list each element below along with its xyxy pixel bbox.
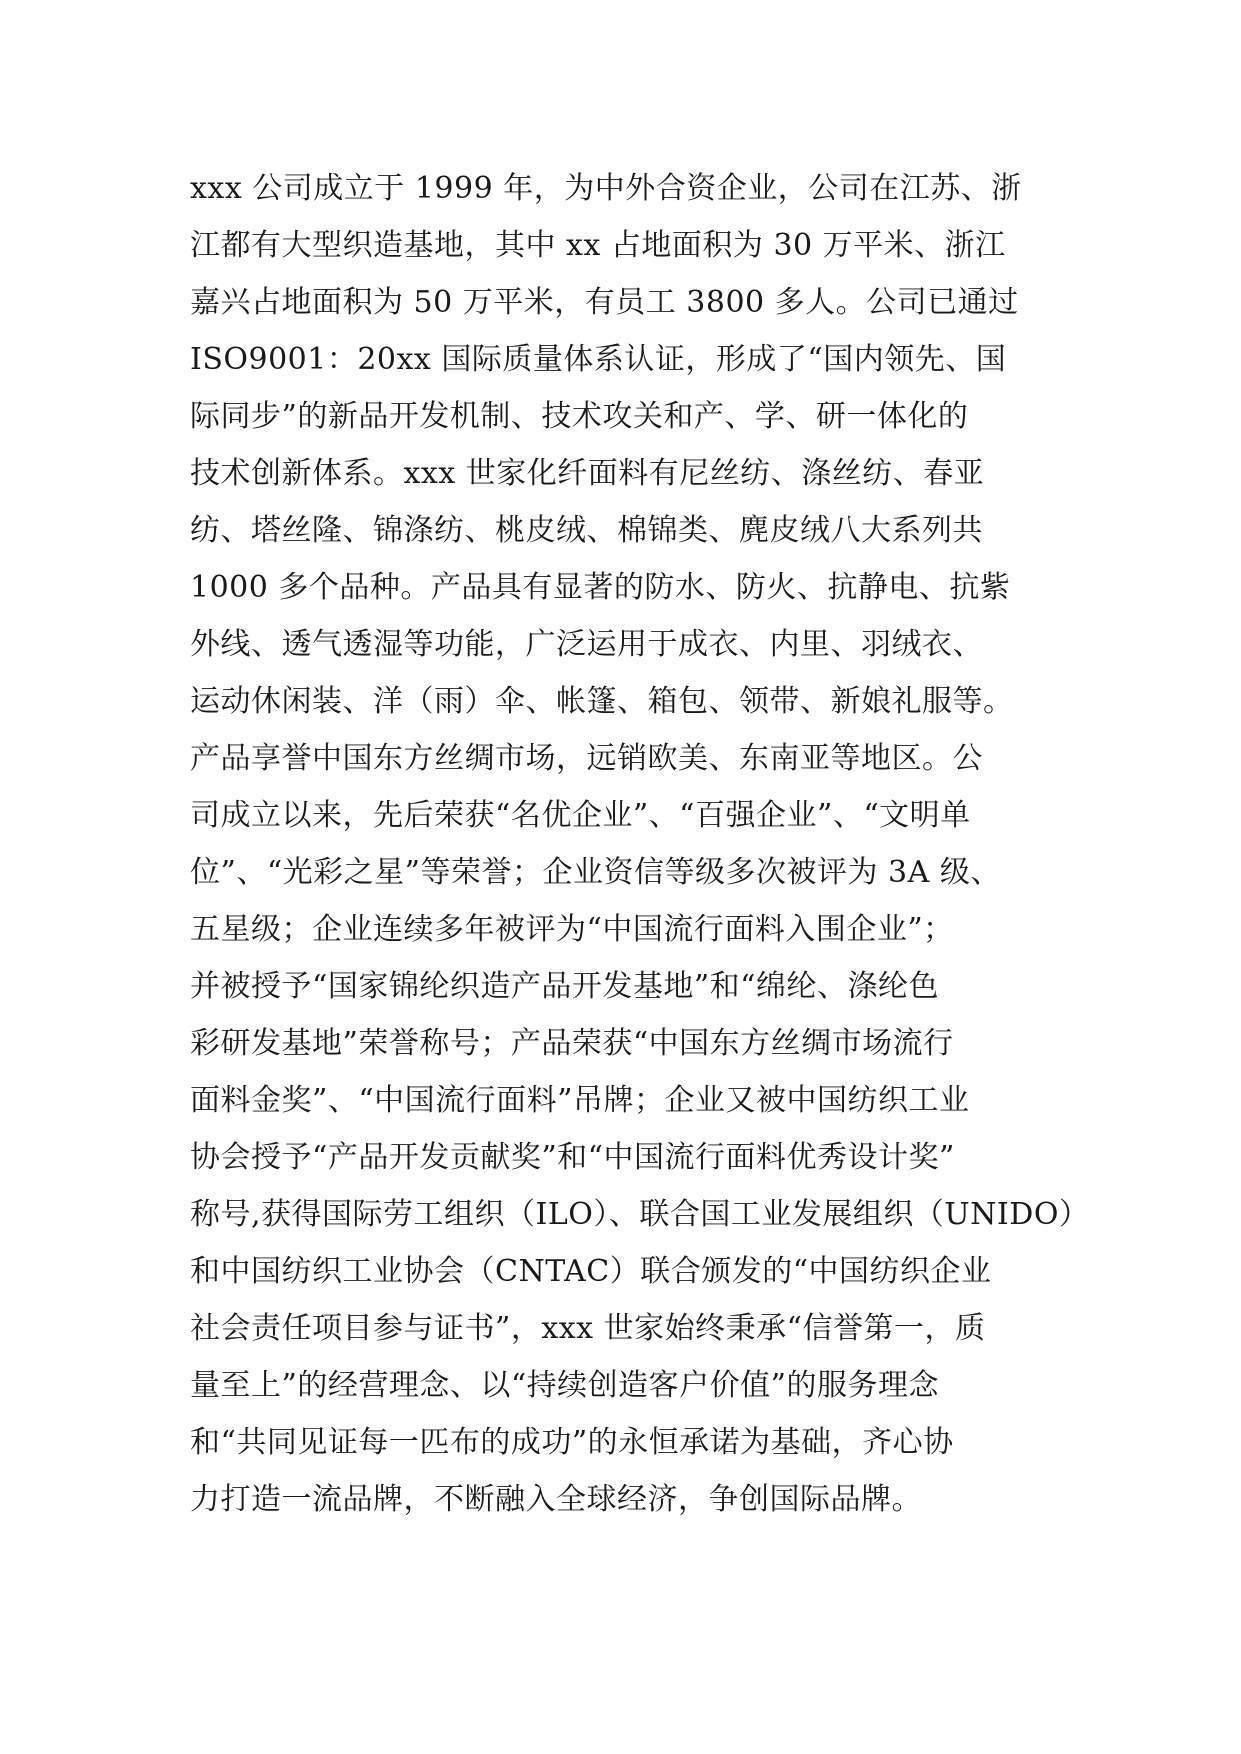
paragraph-line: 位”、“光彩之星”等荣誉；企业资信等级多次被评为 3A 级、 (190, 855, 1001, 890)
paragraph-line: 江都有大型织造基地，其中 xx 占地面积为 30 万平米、浙江 (190, 228, 1006, 263)
paragraph-line: 量至上”的经营理念、以“持续创造客户价值”的服务理念 (190, 1368, 940, 1403)
paragraph-line: 运动休闲装、洋（雨）伞、帐篷、箱包、领带、新娘礼服等。 (190, 684, 1014, 719)
paragraph-line: 司成立以来，先后荣获“名优企业”、“百强企业”、“文明单 (190, 798, 971, 833)
paragraph-line: 五星级；企业连续多年被评为“中国流行面料入围企业”； (190, 912, 954, 947)
paragraph-line: 和中国纺织工业协会（CNTAC）联合颁发的“中国纺织企业 (190, 1254, 992, 1289)
paragraph-line: ISO9001：20xx 国际质量体系认证，形成了“国内领先、国 (190, 342, 1007, 377)
paragraph-line: 并被授予“国家锦纶织造产品开发基地”和“绵纶、涤纶色 (190, 969, 940, 1004)
paragraph-line: 协会授予“产品开发贡献奖”和“中国流行面料优秀设计奖” (190, 1140, 955, 1175)
paragraph-line: 产品享誉中国东方丝绸市场，远销欧美、东南亚等地区。公 (190, 741, 983, 776)
paragraph-line: 际同步”的新品开发机制、技术攻关和产、学、研一体化的 (190, 399, 969, 434)
paragraph-line: 和“共同见证每一匹布的成功”的永恒承诺为基础，齐心协 (190, 1425, 954, 1460)
paragraph-line: 社会责任项目参与证书”，xxx 世家始终秉承“信誉第一，质 (190, 1311, 986, 1346)
paragraph-line: 称号,获得国际劳工组织（ILO）、联合国工业发展组织（UNIDO） (190, 1197, 1090, 1232)
body-paragraph (190, 160, 1090, 1528)
paragraph-line: 力打造一流品牌，不断融入全球经济，争创国际品牌。 (190, 1482, 922, 1517)
paragraph-line: 技术创新体系。xxx 世家化纤面料有尼丝纺、涤丝纺、春亚 (190, 456, 985, 491)
paragraph-line: 彩研发基地”荣誉称号；产品荣获“中国东方丝绸市场流行 (190, 1026, 954, 1061)
paragraph-line: 面料金奖”、“中国流行面料”吊牌；企业又被中国纺织工业 (190, 1083, 970, 1118)
paragraph-line: 嘉兴占地面积为 50 万平米，有员工 3800 多人。公司已通过 (190, 285, 1019, 320)
paragraph-line: 纺、塔丝隆、锦涤纺、桃皮绒、棉锦类、麂皮绒八大系列共 (190, 513, 983, 548)
paragraph-line: 外线、透气透湿等功能，广泛运用于成衣、内里、羽绒衣、 (190, 627, 983, 662)
paragraph-line: xxx 公司成立于 1999 年，为中外合资企业，公司在江苏、浙 (190, 171, 1022, 206)
paragraph-line: 1000 多个品种。产品具有显著的防水、防火、抗静电、抗紫 (190, 570, 1011, 605)
